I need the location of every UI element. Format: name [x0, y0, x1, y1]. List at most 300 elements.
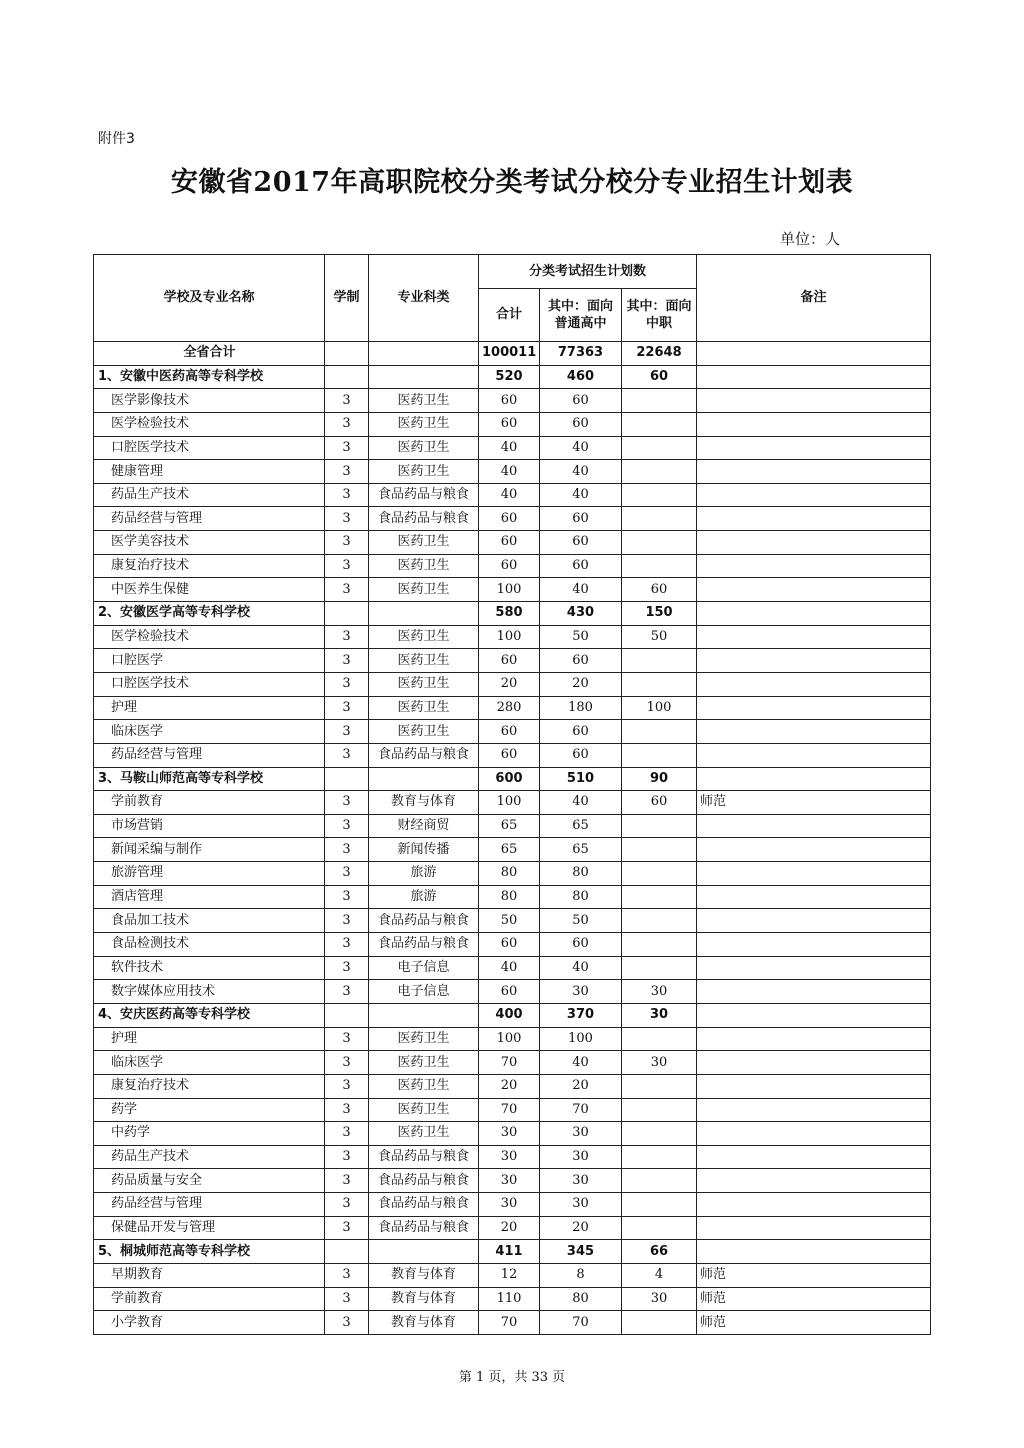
cell-total: 70: [479, 1311, 540, 1335]
cell-remark: [697, 649, 931, 673]
cell-vocational: [622, 1216, 697, 1240]
table-row-total: [94, 342, 931, 366]
cell-name: 学前教育: [94, 791, 325, 815]
cell-vocational: [622, 720, 697, 744]
table-row-major: [94, 436, 931, 460]
cell-remark: [697, 838, 931, 862]
cell-name: 3、马鞍山师范高等专科学校: [94, 767, 325, 791]
cell-category: 教育与体育: [369, 1287, 479, 1311]
cell-total: 100: [479, 625, 540, 649]
cell-remark: [697, 720, 931, 744]
cell-remark: [697, 483, 931, 507]
cell-vocational: [622, 1193, 697, 1217]
cell-remark: [697, 436, 931, 460]
table-row-major: [94, 720, 931, 744]
cell-duration: [325, 767, 369, 791]
cell-duration: 3: [325, 1169, 369, 1193]
cell-name: 保健品开发与管理: [94, 1216, 325, 1240]
table-row-school: [94, 1003, 931, 1027]
cell-total: 12: [479, 1263, 540, 1287]
cell-remark: 师范: [697, 791, 931, 815]
header-vocational: [622, 289, 697, 342]
cell-vocational: [622, 956, 697, 980]
cell-remark: [697, 933, 931, 957]
cell-category: 医药卫生: [369, 625, 479, 649]
cell-category: 电子信息: [369, 980, 479, 1004]
table-row-major: [94, 1263, 931, 1287]
cell-duration: 3: [325, 1311, 369, 1335]
cell-total: 100: [479, 1027, 540, 1051]
cell-total: 60: [479, 649, 540, 673]
cell-name: 5、桐城师范高等专科学校: [94, 1240, 325, 1264]
cell-name: 酒店管理: [94, 885, 325, 909]
cell-total: 411: [479, 1240, 540, 1264]
cell-name: 中药学: [94, 1122, 325, 1146]
cell-total: 65: [479, 814, 540, 838]
cell-category: 食品药品与粮食: [369, 933, 479, 957]
cell-category: 电子信息: [369, 956, 479, 980]
cell-general-high: 30: [540, 1193, 622, 1217]
header-general-high-line2: 普通高中: [554, 316, 607, 331]
cell-vocational: 4: [622, 1263, 697, 1287]
table-row-major: [94, 625, 931, 649]
header-general-high: [540, 289, 622, 342]
cell-general-high: 80: [540, 885, 622, 909]
cell-category: 医药卫生: [369, 1051, 479, 1075]
cell-remark: [697, 672, 931, 696]
cell-general-high: 70: [540, 1098, 622, 1122]
cell-total: 520: [479, 365, 540, 389]
cell-duration: 3: [325, 885, 369, 909]
cell-category: 医药卫生: [369, 1122, 479, 1146]
cell-duration: 3: [325, 1263, 369, 1287]
cell-general-high: 20: [540, 672, 622, 696]
cell-category: 财经商贸: [369, 814, 479, 838]
cell-vocational: [622, 531, 697, 555]
cell-remark: [697, 1216, 931, 1240]
cell-name: 药品经营与管理: [94, 1193, 325, 1217]
cell-vocational: 50: [622, 625, 697, 649]
cell-general-high: 40: [540, 578, 622, 602]
cell-general-high: 80: [540, 862, 622, 886]
cell-category: 医药卫生: [369, 1074, 479, 1098]
cell-general-high: 345: [540, 1240, 622, 1264]
table-row-major: [94, 578, 931, 602]
cell-remark: [697, 602, 931, 626]
cell-vocational: [622, 1145, 697, 1169]
cell-duration: 3: [325, 1122, 369, 1146]
cell-general-high: 50: [540, 625, 622, 649]
page-title: 安徽省2017年高职院校分类考试分校分专业招生计划表: [170, 167, 854, 198]
cell-duration: 3: [325, 554, 369, 578]
table-body: [94, 342, 931, 1335]
cell-remark: [697, 1098, 931, 1122]
table-row-major: [94, 885, 931, 909]
cell-total: 40: [479, 956, 540, 980]
table-row-major: [94, 1098, 931, 1122]
cell-general-high: 60: [540, 743, 622, 767]
cell-vocational: [622, 838, 697, 862]
cell-total: 30: [479, 1145, 540, 1169]
cell-name: 1、安徽中医药高等专科学校: [94, 365, 325, 389]
cell-total: 60: [479, 980, 540, 1004]
cell-general-high: 8: [540, 1263, 622, 1287]
cell-total: 40: [479, 483, 540, 507]
cell-total: 30: [479, 1169, 540, 1193]
table-row-major: [94, 507, 931, 531]
cell-remark: 师范: [697, 1287, 931, 1311]
cell-category: [369, 602, 479, 626]
cell-total: 580: [479, 602, 540, 626]
cell-name: 临床医学: [94, 720, 325, 744]
cell-duration: [325, 342, 369, 366]
cell-vocational: [622, 507, 697, 531]
cell-total: 20: [479, 1074, 540, 1098]
table-row-major: [94, 554, 931, 578]
header-general-high-line1: 其中：面向: [547, 299, 613, 314]
cell-duration: 3: [325, 720, 369, 744]
cell-vocational: 22648: [622, 342, 697, 366]
cell-duration: 3: [325, 980, 369, 1004]
cell-vocational: [622, 389, 697, 413]
cell-name: 药品经营与管理: [94, 743, 325, 767]
cell-remark: [697, 980, 931, 1004]
table-row-major: [94, 838, 931, 862]
cell-category: 医药卫生: [369, 412, 479, 436]
cell-vocational: [622, 814, 697, 838]
attachment-label: 附件3: [98, 131, 135, 147]
unit-label: 单位：人: [780, 230, 841, 248]
cell-category: 医药卫生: [369, 554, 479, 578]
cell-duration: [325, 1003, 369, 1027]
cell-duration: 3: [325, 483, 369, 507]
cell-general-high: 30: [540, 1122, 622, 1146]
cell-general-high: 80: [540, 1287, 622, 1311]
cell-remark: [697, 1240, 931, 1264]
cell-general-high: 40: [540, 956, 622, 980]
cell-vocational: [622, 1098, 697, 1122]
cell-total: 70: [479, 1051, 540, 1075]
cell-remark: [697, 909, 931, 933]
cell-category: 食品药品与粮食: [369, 1145, 479, 1169]
cell-name: 药品经营与管理: [94, 507, 325, 531]
cell-vocational: [622, 483, 697, 507]
cell-vocational: 30: [622, 980, 697, 1004]
cell-name: 食品检测技术: [94, 933, 325, 957]
cell-remark: 师范: [697, 1263, 931, 1287]
cell-total: 60: [479, 507, 540, 531]
cell-vocational: 150: [622, 602, 697, 626]
cell-vocational: 60: [622, 578, 697, 602]
cell-duration: 3: [325, 1074, 369, 1098]
cell-remark: [697, 956, 931, 980]
cell-total: 30: [479, 1122, 540, 1146]
cell-total: 60: [479, 531, 540, 555]
cell-general-high: 40: [540, 436, 622, 460]
cell-name: 康复治疗技术: [94, 1074, 325, 1098]
cell-duration: 3: [325, 791, 369, 815]
cell-general-high: 40: [540, 483, 622, 507]
table-row-major: [94, 933, 931, 957]
cell-duration: 3: [325, 909, 369, 933]
cell-general-high: 180: [540, 696, 622, 720]
cell-duration: 3: [325, 436, 369, 460]
cell-name: 临床医学: [94, 1051, 325, 1075]
cell-duration: 3: [325, 507, 369, 531]
cell-vocational: 90: [622, 767, 697, 791]
header-vocational-line2: 中职: [646, 316, 673, 331]
header-duration: 学制: [325, 255, 369, 342]
cell-general-high: 60: [540, 649, 622, 673]
cell-total: 80: [479, 885, 540, 909]
cell-general-high: 65: [540, 838, 622, 862]
table-row-major: [94, 909, 931, 933]
cell-duration: 3: [325, 1287, 369, 1311]
cell-remark: [697, 743, 931, 767]
cell-vocational: [622, 862, 697, 886]
table-row-major: [94, 956, 931, 980]
cell-category: 医药卫生: [369, 436, 479, 460]
cell-duration: [325, 1240, 369, 1264]
cell-vocational: [622, 885, 697, 909]
cell-category: 食品药品与粮食: [369, 909, 479, 933]
cell-general-high: 60: [540, 389, 622, 413]
cell-name: 康复治疗技术: [94, 554, 325, 578]
table-row-major: [94, 389, 931, 413]
table-row-major: [94, 743, 931, 767]
cell-name: 小学教育: [94, 1311, 325, 1335]
cell-vocational: [622, 1122, 697, 1146]
page-footer: 第 1 页，共 33 页: [458, 1370, 566, 1385]
table-row-major: [94, 649, 931, 673]
cell-vocational: [622, 743, 697, 767]
cell-total: 100: [479, 791, 540, 815]
cell-name: 旅游管理: [94, 862, 325, 886]
table-row-major: [94, 1051, 931, 1075]
cell-duration: 3: [325, 578, 369, 602]
cell-duration: 3: [325, 625, 369, 649]
cell-duration: 3: [325, 1145, 369, 1169]
cell-general-high: 60: [540, 531, 622, 555]
cell-general-high: 60: [540, 554, 622, 578]
cell-name: 口腔医学技术: [94, 672, 325, 696]
cell-vocational: 30: [622, 1051, 697, 1075]
cell-category: 医药卫生: [369, 1098, 479, 1122]
cell-vocational: [622, 933, 697, 957]
cell-remark: [697, 1193, 931, 1217]
cell-category: 医药卫生: [369, 720, 479, 744]
cell-general-high: 60: [540, 412, 622, 436]
cell-category: 教育与体育: [369, 791, 479, 815]
cell-general-high: 60: [540, 720, 622, 744]
cell-vocational: [622, 672, 697, 696]
table-row-major: [94, 460, 931, 484]
cell-vocational: 30: [622, 1003, 697, 1027]
cell-remark: [697, 862, 931, 886]
cell-name: 口腔医学: [94, 649, 325, 673]
cell-name: 药学: [94, 1098, 325, 1122]
cell-remark: 师范: [697, 1311, 931, 1335]
cell-category: 食品药品与粮食: [369, 1216, 479, 1240]
cell-duration: 3: [325, 1051, 369, 1075]
cell-duration: 3: [325, 389, 369, 413]
cell-duration: 3: [325, 672, 369, 696]
cell-name: 口腔医学技术: [94, 436, 325, 460]
cell-general-high: 20: [540, 1216, 622, 1240]
cell-duration: 3: [325, 862, 369, 886]
cell-category: 医药卫生: [369, 1027, 479, 1051]
cell-remark: [697, 389, 931, 413]
cell-total: 60: [479, 720, 540, 744]
cell-name: 护理: [94, 696, 325, 720]
table-row-major: [94, 1287, 931, 1311]
cell-duration: 3: [325, 1027, 369, 1051]
cell-duration: 3: [325, 696, 369, 720]
cell-total: 70: [479, 1098, 540, 1122]
cell-general-high: 20: [540, 1074, 622, 1098]
table-row-major: [94, 791, 931, 815]
cell-general-high: 30: [540, 1169, 622, 1193]
cell-duration: 3: [325, 412, 369, 436]
cell-vocational: [622, 460, 697, 484]
cell-remark: [697, 1074, 931, 1098]
cell-name: 食品加工技术: [94, 909, 325, 933]
cell-duration: 3: [325, 1098, 369, 1122]
cell-general-high: 77363: [540, 342, 622, 366]
cell-remark: [697, 1169, 931, 1193]
cell-remark: [697, 625, 931, 649]
cell-total: 60: [479, 933, 540, 957]
cell-general-high: 60: [540, 507, 622, 531]
cell-general-high: 40: [540, 791, 622, 815]
cell-name: 健康管理: [94, 460, 325, 484]
table-row-school: [94, 365, 931, 389]
cell-general-high: 100: [540, 1027, 622, 1051]
cell-vocational: [622, 909, 697, 933]
cell-name: 全省合计: [94, 342, 325, 366]
cell-vocational: [622, 1027, 697, 1051]
cell-category: 食品药品与粮食: [369, 1169, 479, 1193]
table-row-major: [94, 1145, 931, 1169]
cell-remark: [697, 1145, 931, 1169]
cell-total: 20: [479, 1216, 540, 1240]
table-row-major: [94, 1216, 931, 1240]
table-row-major: [94, 696, 931, 720]
header-remarks: 备注: [697, 255, 931, 342]
table-row-major: [94, 814, 931, 838]
cell-remark: [697, 885, 931, 909]
cell-remark: [697, 365, 931, 389]
cell-name: 护理: [94, 1027, 325, 1051]
enrollment-plan-table: [93, 254, 931, 1335]
table-row-major: [94, 1074, 931, 1098]
cell-duration: [325, 365, 369, 389]
cell-vocational: [622, 1169, 697, 1193]
cell-name: 4、安庆医药高等专科学校: [94, 1003, 325, 1027]
cell-total: 60: [479, 412, 540, 436]
cell-general-high: 40: [540, 460, 622, 484]
cell-duration: 3: [325, 1216, 369, 1240]
header-school-major: 学校及专业名称: [94, 255, 325, 342]
cell-remark: [697, 696, 931, 720]
table-row-school: [94, 767, 931, 791]
cell-total: 280: [479, 696, 540, 720]
cell-category: 医药卫生: [369, 696, 479, 720]
cell-name: 医学检验技术: [94, 625, 325, 649]
cell-general-high: 65: [540, 814, 622, 838]
table-row-major: [94, 980, 931, 1004]
cell-duration: [325, 602, 369, 626]
cell-name: 早期教育: [94, 1263, 325, 1287]
cell-total: 60: [479, 743, 540, 767]
table-row-major: [94, 1122, 931, 1146]
cell-remark: [697, 1051, 931, 1075]
cell-total: 600: [479, 767, 540, 791]
cell-category: 食品药品与粮食: [369, 1193, 479, 1217]
cell-total: 400: [479, 1003, 540, 1027]
cell-remark: [697, 1122, 931, 1146]
cell-name: 数字媒体应用技术: [94, 980, 325, 1004]
cell-vocational: 100: [622, 696, 697, 720]
cell-category: 教育与体育: [369, 1311, 479, 1335]
cell-total: 60: [479, 389, 540, 413]
cell-remark: [697, 814, 931, 838]
cell-duration: 3: [325, 1193, 369, 1217]
cell-general-high: 430: [540, 602, 622, 626]
cell-duration: 3: [325, 531, 369, 555]
cell-duration: 3: [325, 743, 369, 767]
cell-vocational: 60: [622, 791, 697, 815]
cell-name: 医学美容技术: [94, 531, 325, 555]
cell-vocational: [622, 436, 697, 460]
cell-duration: 3: [325, 956, 369, 980]
cell-vocational: [622, 554, 697, 578]
cell-category: [369, 342, 479, 366]
cell-remark: [697, 1027, 931, 1051]
cell-name: 2、安徽医学高等专科学校: [94, 602, 325, 626]
cell-name: 市场营销: [94, 814, 325, 838]
cell-total: 40: [479, 460, 540, 484]
cell-category: 旅游: [369, 885, 479, 909]
cell-remark: [697, 507, 931, 531]
cell-category: 医药卫生: [369, 389, 479, 413]
cell-remark: [697, 554, 931, 578]
table-row-major: [94, 412, 931, 436]
table-row-major: [94, 1193, 931, 1217]
cell-duration: 3: [325, 814, 369, 838]
cell-total: 80: [479, 862, 540, 886]
cell-total: 100011: [479, 342, 540, 366]
cell-general-high: 370: [540, 1003, 622, 1027]
header-category: 专业科类: [369, 255, 479, 342]
cell-total: 65: [479, 838, 540, 862]
cell-total: 30: [479, 1193, 540, 1217]
header-vocational-line1: 其中：面向: [626, 299, 692, 314]
cell-category: 食品药品与粮食: [369, 507, 479, 531]
cell-vocational: [622, 1311, 697, 1335]
cell-name: 新闻采编与制作: [94, 838, 325, 862]
table-header: [94, 255, 931, 342]
cell-category: 医药卫生: [369, 460, 479, 484]
header-plan-group: 分类考试招生计划数: [479, 255, 697, 289]
cell-category: 医药卫生: [369, 649, 479, 673]
table-row-major: [94, 1027, 931, 1051]
cell-vocational: 66: [622, 1240, 697, 1264]
table-row-major: [94, 483, 931, 507]
cell-name: 医学检验技术: [94, 412, 325, 436]
table-row-major: [94, 672, 931, 696]
table-row-school: [94, 1240, 931, 1264]
